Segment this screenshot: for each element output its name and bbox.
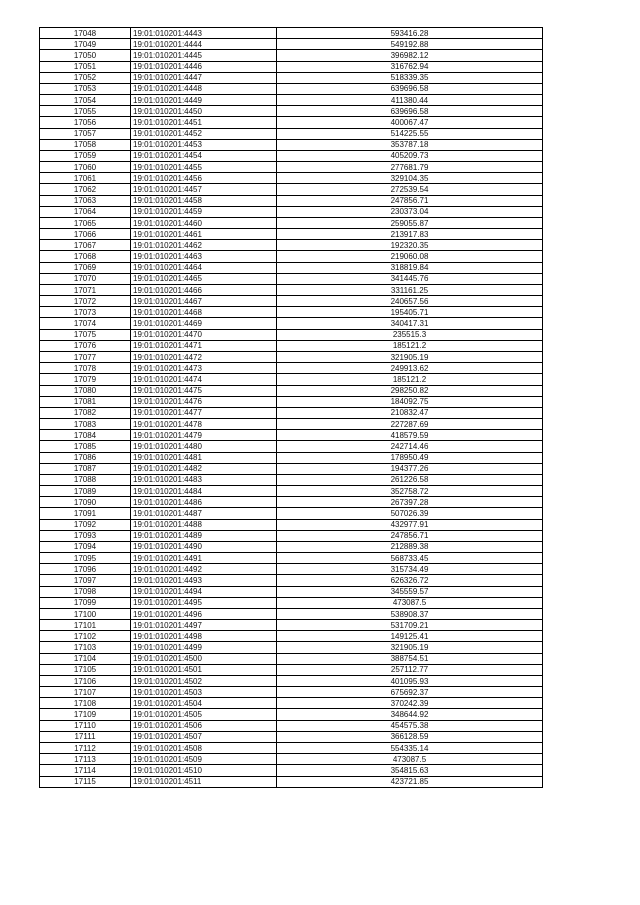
- cadastral-number-cell: 19:01:010201:4488: [131, 519, 277, 530]
- row-number-cell: 17073: [40, 307, 131, 318]
- row-number-cell: 17054: [40, 95, 131, 106]
- cadastral-number-cell: 19:01:010201:4504: [131, 698, 277, 709]
- cadastral-number-cell: 19:01:010201:4451: [131, 117, 277, 128]
- row-number-cell: 17066: [40, 229, 131, 240]
- cadastral-number-cell: 19:01:010201:4464: [131, 262, 277, 273]
- cadastral-value-cell: 568733.45: [277, 553, 543, 564]
- cadastral-number-cell: 19:01:010201:4476: [131, 396, 277, 407]
- cadastral-value-cell: 345559.57: [277, 586, 543, 597]
- cadastral-value-cell: 298250.82: [277, 385, 543, 396]
- cadastral-value-cell: 473087.5: [277, 754, 543, 765]
- cadastral-value-cell: 249913.62: [277, 363, 543, 374]
- row-number-cell: 17107: [40, 687, 131, 698]
- cadastral-value-cell: 213917.83: [277, 229, 543, 240]
- row-number-cell: 17083: [40, 419, 131, 430]
- cadastral-number-cell: 19:01:010201:4508: [131, 743, 277, 754]
- row-number-cell: 17069: [40, 262, 131, 273]
- table-row: [40, 162, 543, 173]
- cadastral-value-cell: 405209.73: [277, 150, 543, 161]
- cadastral-number-cell: 19:01:010201:4449: [131, 95, 277, 106]
- row-number-cell: 17098: [40, 586, 131, 597]
- table-row: [40, 229, 543, 240]
- cadastral-value-cell: 219060.08: [277, 251, 543, 262]
- cadastral-number-cell: 19:01:010201:4459: [131, 206, 277, 217]
- cadastral-number-cell: 19:01:010201:4509: [131, 754, 277, 765]
- cadastral-number-cell: 19:01:010201:4458: [131, 195, 277, 206]
- table-row: [40, 329, 543, 340]
- cadastral-number-cell: 19:01:010201:4473: [131, 363, 277, 374]
- table-row: [40, 50, 543, 61]
- row-number-cell: 17077: [40, 351, 131, 362]
- table-row: [40, 307, 543, 318]
- cadastral-number-cell: 19:01:010201:4446: [131, 61, 277, 72]
- cadastral-value-cell: 240657.56: [277, 296, 543, 307]
- cadastral-value-cell: 242714.46: [277, 441, 543, 452]
- cadastral-value-cell: 370242.39: [277, 698, 543, 709]
- cadastral-value-cell: 261226.58: [277, 474, 543, 485]
- cadastral-value-cell: 454575.38: [277, 720, 543, 731]
- row-number-cell: 17072: [40, 296, 131, 307]
- cadastral-number-cell: 19:01:010201:4455: [131, 162, 277, 173]
- table-row: [40, 765, 543, 776]
- cadastral-value-cell: 185121.2: [277, 374, 543, 385]
- cadastral-number-cell: 19:01:010201:4502: [131, 675, 277, 686]
- cadastral-value-cell: 235515.3: [277, 329, 543, 340]
- row-number-cell: 17111: [40, 731, 131, 742]
- cadastral-number-cell: 19:01:010201:4507: [131, 731, 277, 742]
- cadastral-value-cell: 423721.85: [277, 776, 543, 787]
- table-row: [40, 206, 543, 217]
- cadastral-number-cell: 19:01:010201:4503: [131, 687, 277, 698]
- row-number-cell: 17097: [40, 575, 131, 586]
- row-number-cell: 17061: [40, 173, 131, 184]
- row-number-cell: 17084: [40, 430, 131, 441]
- cadastral-value-cell: 194377.26: [277, 463, 543, 474]
- row-number-cell: 17082: [40, 407, 131, 418]
- table-row: [40, 620, 543, 631]
- cadastral-number-cell: 19:01:010201:4489: [131, 530, 277, 541]
- table-row: [40, 497, 543, 508]
- cadastral-number-cell: 19:01:010201:4500: [131, 653, 277, 664]
- cadastral-number-cell: 19:01:010201:4444: [131, 39, 277, 50]
- cadastral-value-cell: 277681.79: [277, 162, 543, 173]
- cadastral-value-cell: 353787.18: [277, 139, 543, 150]
- cadastral-number-cell: 19:01:010201:4505: [131, 709, 277, 720]
- cadastral-value-cell: 318819.84: [277, 262, 543, 273]
- table-row: [40, 608, 543, 619]
- cadastral-value-cell: 315734.49: [277, 564, 543, 575]
- row-number-cell: 17108: [40, 698, 131, 709]
- row-number-cell: 17091: [40, 508, 131, 519]
- cadastral-value-cell: 259055.87: [277, 217, 543, 228]
- cadastral-number-cell: 19:01:010201:4470: [131, 329, 277, 340]
- table-row: [40, 754, 543, 765]
- table-row: [40, 731, 543, 742]
- table-row: [40, 430, 543, 441]
- cadastral-number-cell: 19:01:010201:4463: [131, 251, 277, 262]
- row-number-cell: 17080: [40, 385, 131, 396]
- table-row: [40, 396, 543, 407]
- table-row: [40, 631, 543, 642]
- table-row: [40, 564, 543, 575]
- table-row: [40, 72, 543, 83]
- cadastral-number-cell: 19:01:010201:4498: [131, 631, 277, 642]
- cadastral-value-cell: 401095.93: [277, 675, 543, 686]
- row-number-cell: 17088: [40, 474, 131, 485]
- row-number-cell: 17048: [40, 28, 131, 39]
- cadastral-value-cell: 227287.69: [277, 419, 543, 430]
- table-row: [40, 61, 543, 72]
- table-row: [40, 106, 543, 117]
- cadastral-number-cell: 19:01:010201:4486: [131, 497, 277, 508]
- cadastral-number-cell: 19:01:010201:4493: [131, 575, 277, 586]
- cadastral-value-cell: 400067.47: [277, 117, 543, 128]
- row-number-cell: 17115: [40, 776, 131, 787]
- row-number-cell: 17100: [40, 608, 131, 619]
- cadastral-number-cell: 19:01:010201:4492: [131, 564, 277, 575]
- cadastral-value-cell: 195405.71: [277, 307, 543, 318]
- cadastral-value-cell: 507026.39: [277, 508, 543, 519]
- row-number-cell: 17096: [40, 564, 131, 575]
- cadastral-number-cell: 19:01:010201:4445: [131, 50, 277, 61]
- table-row: [40, 743, 543, 754]
- cadastral-number-cell: 19:01:010201:4499: [131, 642, 277, 653]
- row-number-cell: 17060: [40, 162, 131, 173]
- table-row: [40, 419, 543, 430]
- table-row: [40, 117, 543, 128]
- cadastral-value-cell: 341445.76: [277, 273, 543, 284]
- cadastral-value-cell: 329104.35: [277, 173, 543, 184]
- cadastral-number-cell: 19:01:010201:4453: [131, 139, 277, 150]
- cadastral-number-cell: 19:01:010201:4495: [131, 597, 277, 608]
- cadastral-value-cell: 639696.58: [277, 106, 543, 117]
- table-row: [40, 776, 543, 787]
- cadastral-number-cell: 19:01:010201:4443: [131, 28, 277, 39]
- cadastral-number-cell: 19:01:010201:4481: [131, 452, 277, 463]
- cadastral-value-cell: 473087.5: [277, 597, 543, 608]
- cadastral-value-cell: 518339.35: [277, 72, 543, 83]
- row-number-cell: 17092: [40, 519, 131, 530]
- cadastral-number-cell: 19:01:010201:4454: [131, 150, 277, 161]
- row-number-cell: 17112: [40, 743, 131, 754]
- cadastral-number-cell: 19:01:010201:4452: [131, 128, 277, 139]
- cadastral-value-cell: 212889.38: [277, 541, 543, 552]
- row-number-cell: 17106: [40, 675, 131, 686]
- cadastral-number-cell: 19:01:010201:4462: [131, 240, 277, 251]
- table-row: [40, 217, 543, 228]
- cadastral-value-cell: 626326.72: [277, 575, 543, 586]
- row-number-cell: 17075: [40, 329, 131, 340]
- cadastral-value-cell: 348644.92: [277, 709, 543, 720]
- cadastral-value-cell: 675692.37: [277, 687, 543, 698]
- cadastral-value-table: [39, 27, 543, 788]
- cadastral-value-cell: 554335.14: [277, 743, 543, 754]
- cadastral-value-cell: 418579.59: [277, 430, 543, 441]
- cadastral-number-cell: 19:01:010201:4450: [131, 106, 277, 117]
- cadastral-number-cell: 19:01:010201:4472: [131, 351, 277, 362]
- cadastral-number-cell: 19:01:010201:4487: [131, 508, 277, 519]
- table-row: [40, 318, 543, 329]
- row-number-cell: 17064: [40, 206, 131, 217]
- cadastral-number-cell: 19:01:010201:4491: [131, 553, 277, 564]
- cadastral-value-cell: 272539.54: [277, 184, 543, 195]
- table-row: [40, 184, 543, 195]
- cadastral-number-cell: 19:01:010201:4447: [131, 72, 277, 83]
- table-row: [40, 39, 543, 50]
- cadastral-value-cell: 184092.75: [277, 396, 543, 407]
- row-number-cell: 17105: [40, 664, 131, 675]
- cadastral-number-cell: 19:01:010201:4457: [131, 184, 277, 195]
- cadastral-number-cell: 19:01:010201:4480: [131, 441, 277, 452]
- cadastral-number-cell: 19:01:010201:4478: [131, 419, 277, 430]
- table-row: [40, 664, 543, 675]
- cadastral-number-cell: 19:01:010201:4496: [131, 608, 277, 619]
- table-row: [40, 251, 543, 262]
- cadastral-number-cell: 19:01:010201:4475: [131, 385, 277, 396]
- row-number-cell: 17065: [40, 217, 131, 228]
- table-row: [40, 351, 543, 362]
- cadastral-number-cell: 19:01:010201:4477: [131, 407, 277, 418]
- row-number-cell: 17059: [40, 150, 131, 161]
- table-row: [40, 474, 543, 485]
- cadastral-value-cell: 340417.31: [277, 318, 543, 329]
- cadastral-number-cell: 19:01:010201:4474: [131, 374, 277, 385]
- cadastral-number-cell: 19:01:010201:4467: [131, 296, 277, 307]
- row-number-cell: 17056: [40, 117, 131, 128]
- row-number-cell: 17110: [40, 720, 131, 731]
- table-row: [40, 284, 543, 295]
- table-row: [40, 83, 543, 94]
- table-row: [40, 486, 543, 497]
- row-number-cell: 17052: [40, 72, 131, 83]
- table-row: [40, 698, 543, 709]
- cadastral-number-cell: 19:01:010201:4506: [131, 720, 277, 731]
- row-number-cell: 17076: [40, 340, 131, 351]
- cadastral-value-cell: 247856.71: [277, 195, 543, 206]
- table-row: [40, 575, 543, 586]
- row-number-cell: 17057: [40, 128, 131, 139]
- cadastral-value-cell: 593416.28: [277, 28, 543, 39]
- cadastral-value-cell: 178950.49: [277, 452, 543, 463]
- row-number-cell: 17085: [40, 441, 131, 452]
- cadastral-number-cell: 19:01:010201:4479: [131, 430, 277, 441]
- table-row: [40, 262, 543, 273]
- cadastral-value-cell: 432977.91: [277, 519, 543, 530]
- cadastral-number-cell: 19:01:010201:4461: [131, 229, 277, 240]
- table-row: [40, 240, 543, 251]
- row-number-cell: 17102: [40, 631, 131, 642]
- row-number-cell: 17051: [40, 61, 131, 72]
- cadastral-number-cell: 19:01:010201:4483: [131, 474, 277, 485]
- cadastral-value-cell: 411380.44: [277, 95, 543, 106]
- row-number-cell: 17078: [40, 363, 131, 374]
- table-row: [40, 407, 543, 418]
- row-number-cell: 17094: [40, 541, 131, 552]
- table-row: [40, 296, 543, 307]
- table-row: [40, 95, 543, 106]
- table-row: [40, 195, 543, 206]
- cadastral-number-cell: 19:01:010201:4448: [131, 83, 277, 94]
- cadastral-number-cell: 19:01:010201:4510: [131, 765, 277, 776]
- table-row: [40, 508, 543, 519]
- cadastral-value-cell: 247856.71: [277, 530, 543, 541]
- cadastral-number-cell: 19:01:010201:4460: [131, 217, 277, 228]
- row-number-cell: 17086: [40, 452, 131, 463]
- table-row: [40, 642, 543, 653]
- cadastral-value-cell: 354815.63: [277, 765, 543, 776]
- cadastral-number-cell: 19:01:010201:4466: [131, 284, 277, 295]
- cadastral-number-cell: 19:01:010201:4469: [131, 318, 277, 329]
- table-row: [40, 385, 543, 396]
- table-row: [40, 553, 543, 564]
- table-row: [40, 530, 543, 541]
- row-number-cell: 17071: [40, 284, 131, 295]
- table-row: [40, 519, 543, 530]
- row-number-cell: 17050: [40, 50, 131, 61]
- cadastral-number-cell: 19:01:010201:4484: [131, 486, 277, 497]
- row-number-cell: 17067: [40, 240, 131, 251]
- row-number-cell: 17103: [40, 642, 131, 653]
- row-number-cell: 17095: [40, 553, 131, 564]
- cadastral-value-cell: 257112.77: [277, 664, 543, 675]
- cadastral-value-cell: 267397.28: [277, 497, 543, 508]
- row-number-cell: 17079: [40, 374, 131, 385]
- cadastral-number-cell: 19:01:010201:4482: [131, 463, 277, 474]
- table-row: [40, 709, 543, 720]
- cadastral-value-cell: 549192.88: [277, 39, 543, 50]
- table-row: [40, 586, 543, 597]
- row-number-cell: 17093: [40, 530, 131, 541]
- cadastral-value-cell: 185121.2: [277, 340, 543, 351]
- cadastral-value-cell: 366128.59: [277, 731, 543, 742]
- table-row: [40, 441, 543, 452]
- row-number-cell: 17049: [40, 39, 131, 50]
- row-number-cell: 17109: [40, 709, 131, 720]
- table-body: [40, 28, 543, 788]
- row-number-cell: 17063: [40, 195, 131, 206]
- cadastral-value-cell: 538908.37: [277, 608, 543, 619]
- table-row: [40, 452, 543, 463]
- table-row: [40, 150, 543, 161]
- cadastral-value-cell: 531709.21: [277, 620, 543, 631]
- table-row: [40, 28, 543, 39]
- row-number-cell: 17074: [40, 318, 131, 329]
- row-number-cell: 17053: [40, 83, 131, 94]
- table-row: [40, 340, 543, 351]
- cadastral-value-cell: 388754.51: [277, 653, 543, 664]
- row-number-cell: 17055: [40, 106, 131, 117]
- cadastral-value-cell: 321905.19: [277, 351, 543, 362]
- cadastral-number-cell: 19:01:010201:4494: [131, 586, 277, 597]
- table-row: [40, 173, 543, 184]
- table-row: [40, 128, 543, 139]
- table-row: [40, 653, 543, 664]
- cadastral-number-cell: 19:01:010201:4501: [131, 664, 277, 675]
- cadastral-number-cell: 19:01:010201:4468: [131, 307, 277, 318]
- row-number-cell: 17114: [40, 765, 131, 776]
- cadastral-value-cell: 149125.41: [277, 631, 543, 642]
- table-row: [40, 139, 543, 150]
- table-row: [40, 273, 543, 284]
- table-row: [40, 374, 543, 385]
- cadastral-value-cell: 514225.55: [277, 128, 543, 139]
- cadastral-number-cell: 19:01:010201:4497: [131, 620, 277, 631]
- row-number-cell: 17099: [40, 597, 131, 608]
- table-row: [40, 363, 543, 374]
- row-number-cell: 17087: [40, 463, 131, 474]
- cadastral-number-cell: 19:01:010201:4511: [131, 776, 277, 787]
- cadastral-value-cell: 396982.12: [277, 50, 543, 61]
- table-row: [40, 463, 543, 474]
- row-number-cell: 17113: [40, 754, 131, 765]
- cadastral-number-cell: 19:01:010201:4490: [131, 541, 277, 552]
- cadastral-value-cell: 321905.19: [277, 642, 543, 653]
- cadastral-number-cell: 19:01:010201:4456: [131, 173, 277, 184]
- row-number-cell: 17062: [40, 184, 131, 195]
- table-row: [40, 597, 543, 608]
- cadastral-value-cell: 639696.58: [277, 83, 543, 94]
- table-row: [40, 720, 543, 731]
- row-number-cell: 17081: [40, 396, 131, 407]
- row-number-cell: 17089: [40, 486, 131, 497]
- cadastral-value-cell: 352758.72: [277, 486, 543, 497]
- cadastral-value-cell: 316762.94: [277, 61, 543, 72]
- row-number-cell: 17068: [40, 251, 131, 262]
- cadastral-value-cell: 331161.25: [277, 284, 543, 295]
- table-row: [40, 687, 543, 698]
- row-number-cell: 17101: [40, 620, 131, 631]
- cadastral-number-cell: 19:01:010201:4465: [131, 273, 277, 284]
- row-number-cell: 17104: [40, 653, 131, 664]
- cadastral-number-cell: 19:01:010201:4471: [131, 340, 277, 351]
- cadastral-value-cell: 210832.47: [277, 407, 543, 418]
- cadastral-value-cell: 230373.04: [277, 206, 543, 217]
- row-number-cell: 17090: [40, 497, 131, 508]
- cadastral-value-cell: 192320.35: [277, 240, 543, 251]
- table-row: [40, 675, 543, 686]
- table-row: [40, 541, 543, 552]
- row-number-cell: 17070: [40, 273, 131, 284]
- row-number-cell: 17058: [40, 139, 131, 150]
